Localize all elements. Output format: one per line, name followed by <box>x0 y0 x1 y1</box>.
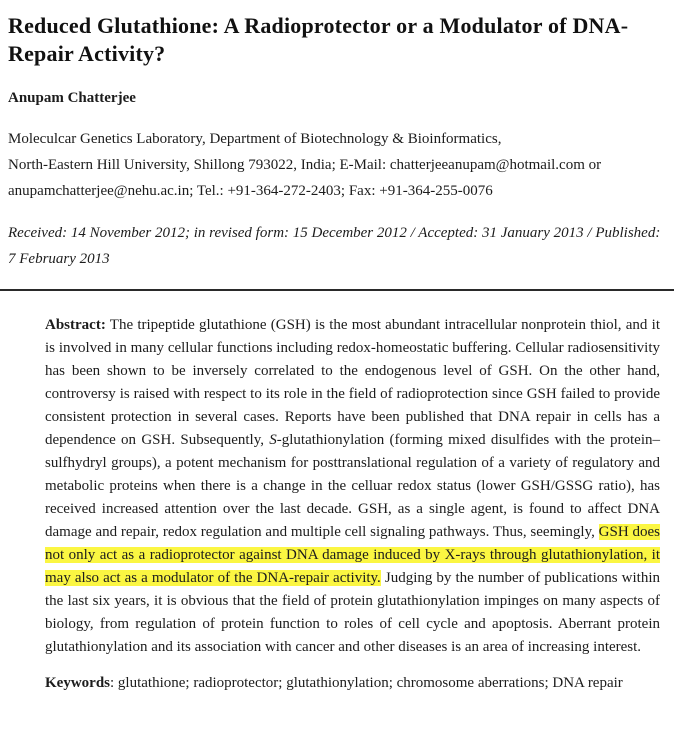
abstract-segment-2: -glutathionylation (forming mixed disulfides with the protein–sulfhydryl groups), a potent mechanism for posttranslational regulation of a variety of regulatory and metabolic proteins when there is a change in the celluar redox status (lower GSH/GSSG ratio), has received increased attention over the last decade. GSH, as a single agent, is found to affect DNA damage and repair, redox regulation and multiple cell signaling pathways. Thus, seemingly, <box>45 432 660 540</box>
affiliation-rest: North-Eastern Hill University, Shillong 793022, India; E-Mail: chatterjeeanupam@hotmail.com or anupamchatterjee@nehu.ac.in; Tel.: +91-364-272-2403; Fax: +91-364-255-0076 <box>8 157 602 199</box>
author-name: Anupam Chatterjee <box>8 90 136 106</box>
keywords-separator: : <box>110 675 118 691</box>
abstract-highlighted-claim: GSH does not only act as a radioprotector against DNA damage induced by X-rays through glutathionylation, it may also act as a modulator of the DNA-repair activity. <box>45 524 660 586</box>
abstract-segment-3: Judging by the number of publications within the last six years, it is obvious that the field of protein glutathionylation impinges on many aspects of biology, from regulation of protein function to roles of cell cycle and apoptosis. Aberrant protein glutathionylation and its association with cancer and other diseases is an area of increasing interest. <box>45 570 660 655</box>
abstract-italic-s: S <box>269 432 277 448</box>
keywords-label: Keywords <box>45 675 110 691</box>
keywords-paragraph <box>45 672 660 695</box>
paper-title: Reduced Glutathione: A Radioprotector or a Modulator of DNA-Repair Activity? <box>8 13 629 66</box>
abstract-paragraph <box>45 314 660 659</box>
affiliation-line1: Moleculcar Genetics Laboratory, Department of Biotechnology & Bioinformatics, <box>8 131 502 147</box>
publication-history: Received: 14 November 2012; in revised form: 15 December 2012 / Accepted: 31 January 2013 / Published: 7 February 2013 <box>8 225 661 267</box>
keywords-list: glutathione; radioprotector; glutathionylation; chromosome aberrations; DNA repair <box>117 675 623 691</box>
abstract-label: Abstract: <box>45 317 106 333</box>
affiliation <box>8 126 666 204</box>
section-divider <box>0 289 674 291</box>
abstract-segment-1: The tripeptide glutathione (GSH) is the most abundant intracellular nonprotein thiol, and it is involved in many cellular functions including redox-homeostatic buffering. Cellular radiosensitivity has been shown to be inversely correlated to the endogenous level of GSH. On the other hand, controversy is raised with respect to its role in the field of radioprotection since GSH failed to provide consistent protection in several cases. Reports have been published that DNA repair in cells has a dependence on GSH. Subsequently, <box>45 317 660 448</box>
abstract-section <box>45 314 660 695</box>
